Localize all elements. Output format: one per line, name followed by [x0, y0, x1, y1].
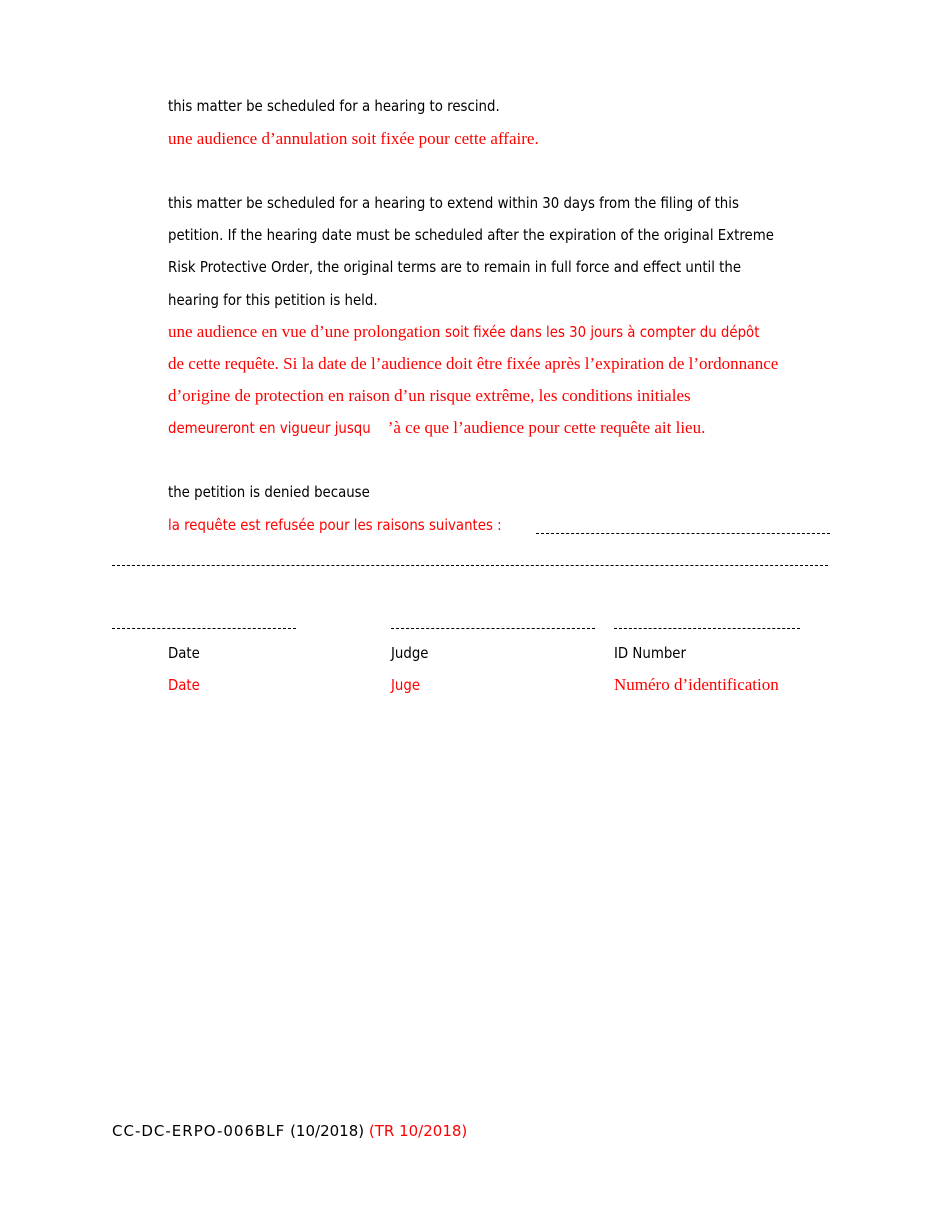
denied-option-text: the petition is denied because	[168, 483, 370, 501]
extend-option-fr-line-1	[168, 322, 810, 342]
translation-revision: (TR 10/2018)	[368, 1122, 468, 1140]
rescind-option-text-fr: une audience d’annulation soit fixée pour cette affaire.	[168, 129, 539, 148]
rescind-option-text: this matter be scheduled for a hearing to rescind.	[168, 97, 500, 115]
denied-option-text-fr: la requête est refusée pour les raisons suivantes :	[168, 516, 502, 534]
date-label: Date	[168, 644, 200, 662]
id-number-line[interactable]	[614, 628, 800, 629]
extend-option-line-1: this matter be scheduled for a hearing to extend within 30 days from the filing of this	[168, 194, 739, 212]
extend-option-line-2: petition. If the hearing date must be scheduled after the expiration of the original Extreme	[168, 226, 774, 244]
denied-reason-blank-1[interactable]	[536, 533, 830, 534]
judge-label-fr: Juge	[391, 676, 421, 694]
extend-option-fr-line-3: d’origine de protection en raison d’un risque extrême, les conditions initiales	[168, 386, 691, 405]
judge-label: Judge	[391, 644, 429, 662]
extend-fr-line-1a: une audience en vue d’une prolongation	[168, 322, 445, 341]
extend-option-line-3: Risk Protective Order, the original terms are to remain in full force and effect until the	[168, 258, 742, 276]
extend-option-fr-line-2: de cette requête. Si la date de l’audience doit être fixée après l’expiration de l’ordonnance	[168, 354, 779, 373]
judge-signature-line[interactable]	[391, 628, 595, 629]
id-number-label: ID Number	[614, 644, 686, 662]
form-revision: (10/2018)	[290, 1122, 365, 1140]
extend-option-line-4: hearing for this petition is held.	[168, 291, 378, 309]
date-signature-line[interactable]	[112, 628, 296, 629]
date-label-fr: Date	[168, 676, 200, 694]
form-footer	[112, 1122, 467, 1140]
extend-fr-line-1b: soit fixée dans les 30 jours à compter du dépôt	[444, 323, 760, 341]
id-number-label-fr: Numéro d’identification	[614, 675, 779, 694]
extend-fr-line-4a: demeureront en vigueur jusqu	[168, 419, 371, 437]
extend-fr-line-4b: ’à ce que l’audience pour cette requête ait lieu.	[387, 418, 706, 437]
extend-option-fr-line-4	[168, 418, 705, 438]
form-code: CC-DC-ERPO-006BLF	[112, 1122, 286, 1140]
denied-reason-blank-2[interactable]	[112, 565, 828, 566]
